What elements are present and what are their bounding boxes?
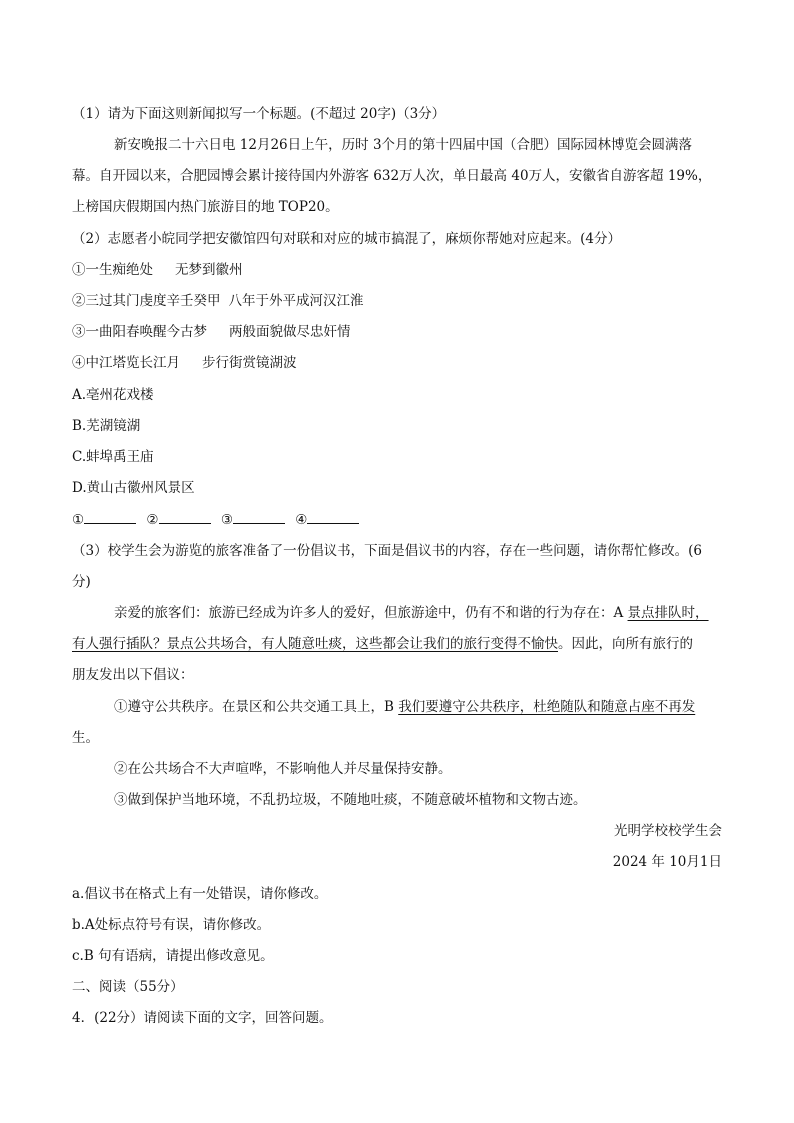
answer-blanks: ① ② ③ ④	[72, 509, 732, 530]
option-c: C.蚌埠禹王庙	[72, 449, 154, 465]
item-1-end: 生。	[72, 730, 99, 746]
option-b: B.芜湖镜湖	[72, 418, 141, 434]
q4-prompt: 4．(22分）请阅读下面的文字，回答问题。	[72, 1010, 333, 1026]
proposal-line-1: 亲爱的旅客们：旅游已经成为许多人的爱好，但旅游途中，仍有不和谐的行为存在：A 景点排队时，	[114, 605, 709, 621]
underline-a-start: 景点排队时，	[627, 605, 709, 621]
q3-prompt-1: （3）校学生会为游览的旅客准备了一份倡议书，下面是倡议书的内容，存在一些问题，请你帮忙修改。(6	[72, 543, 702, 559]
option-d: D.黄山古徽州风景区	[72, 480, 195, 496]
subq-b: b.A处标点符号有误，请你修改。	[72, 917, 271, 933]
answer-blank-3[interactable]	[233, 509, 285, 524]
item-2: ②在公共场合不大声喧哗，不影响他人并尽量保持安静。	[114, 761, 452, 777]
item-1: ①遵守公共秩序。在景区和公共交通工具上，B 我们要遵守公共秩序，杜绝随队和随意占座不再发	[114, 699, 696, 715]
subq-c: c.B 句有语病，请提出修改意见。	[72, 948, 274, 964]
couplet-3: ③一曲阳春唤醒今古梦 两般面貌做尽忠奸情	[72, 324, 351, 340]
date: 2024 年 10月1日	[612, 854, 722, 870]
answer-blank-1[interactable]	[84, 509, 136, 524]
signature: 光明学校校学生会	[614, 823, 722, 839]
couplet-2: ②三过其门虔度辛壬癸甲 八年于外平成河汉江淮	[72, 293, 364, 309]
option-a: A.亳州花戏楼	[72, 387, 154, 403]
answer-blank-4[interactable]	[307, 509, 359, 524]
item-3: ③做到保护当地环境，不乱扔垃圾，不随地吐痰，不随意破坏植物和文物古迹。	[114, 792, 587, 808]
couplet-1: ①一生痴绝处 无梦到徽州	[72, 262, 243, 278]
proposal-line-2: 有人强行插队？景点公共场合，有人随意吐痰，这些都会让我们的旅行变得不愉快。因此，向所有旅行的	[72, 636, 693, 652]
news-line-2: 幕。自开园以来，合肥园博会累计接待国内外游客 632万人次，单日最高 40万人，安徽省自游客超 19%，	[72, 168, 712, 184]
answer-blank-2[interactable]	[159, 509, 211, 524]
news-line-1: 新安晚报二十六日电 12月26日上午，历时 3个月的第十四届中国（合肥）国际园林博览会圆满落	[114, 137, 693, 153]
q1-prompt: （1）请为下面这则新闻拟写一个标题。(不超过 20字)（3分）	[72, 106, 446, 122]
underline-a: 有人强行插队？景点公共场合，有人随意吐痰，这些都会让我们的旅行变得不愉快	[72, 636, 558, 652]
underline-b: 我们要遵守公共秩序，杜绝随队和随意占座不再发	[398, 699, 696, 715]
subq-a: a.倡议书在格式上有一处错误，请你修改。	[72, 886, 328, 902]
news-line-3: 上榜国庆假期国内热门旅游目的地 TOP20。	[72, 199, 339, 215]
q3-prompt-2: 分)	[72, 574, 91, 590]
section-heading: 二、阅读（55分）	[72, 979, 184, 995]
proposal-line-3: 朋友发出以下倡议：	[72, 667, 194, 683]
couplet-4: ④中江塔览长江月 步行街赏镜湖波	[72, 355, 297, 371]
q2-prompt: （2）志愿者小皖同学把安徽馆四句对联和对应的城市搞混了，麻烦你帮她对应起来。(4分）	[72, 231, 621, 247]
